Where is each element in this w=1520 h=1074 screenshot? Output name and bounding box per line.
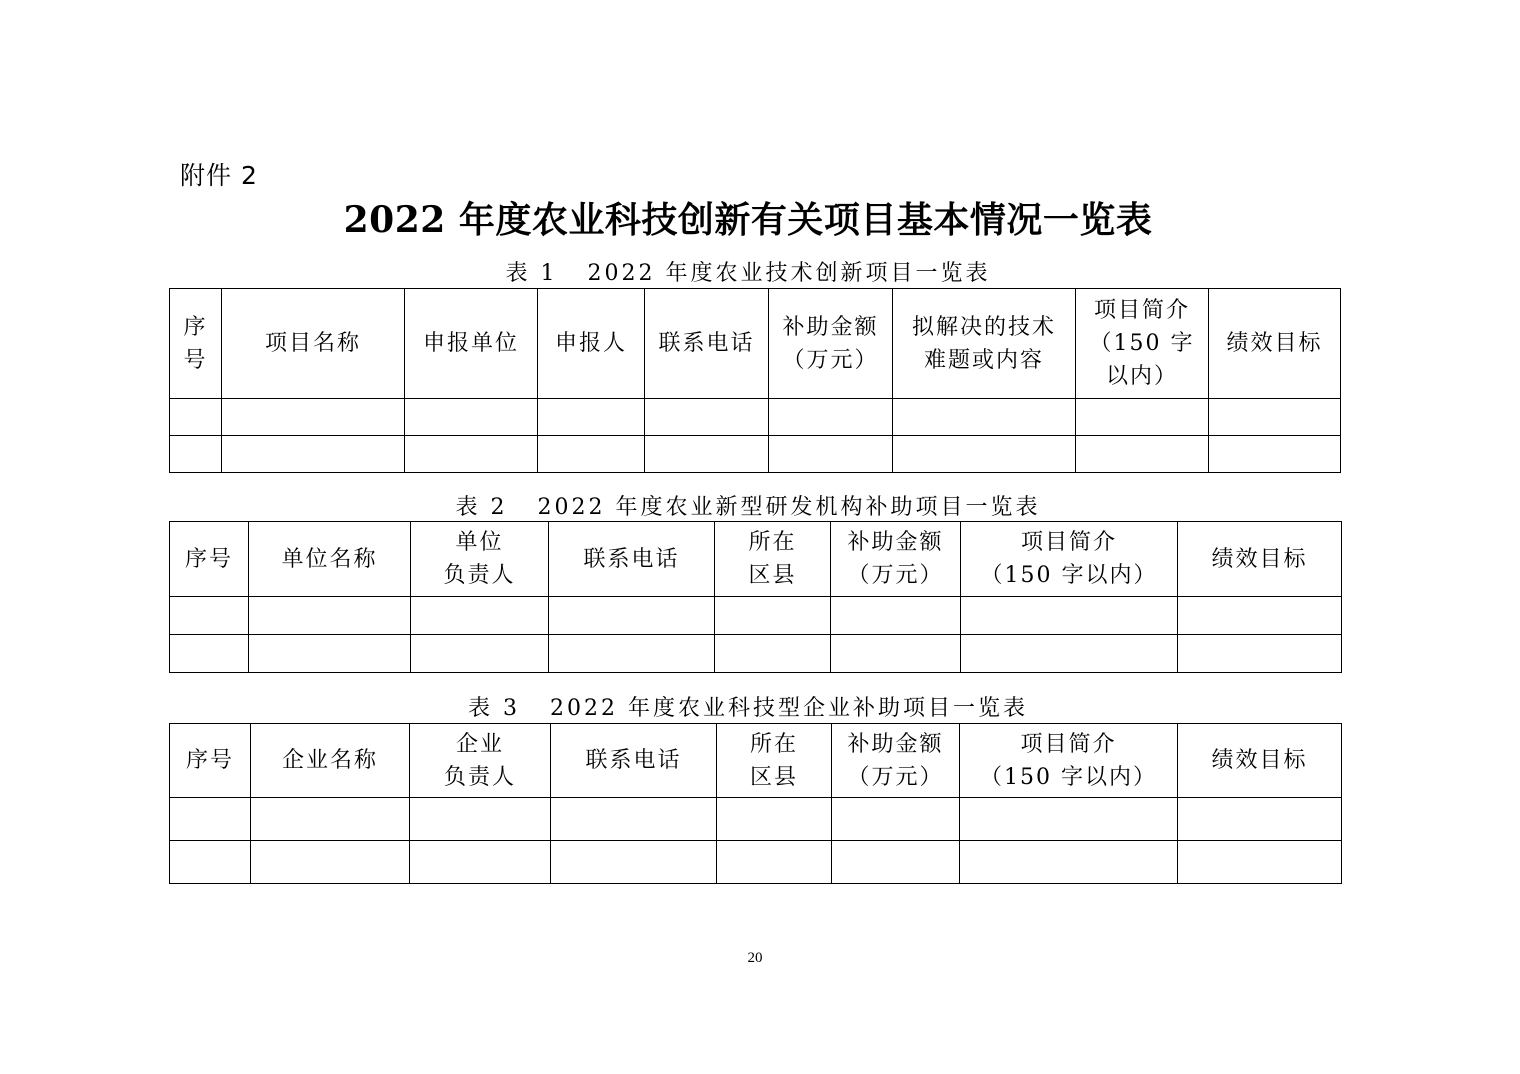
table1-header-cell: 项目名称	[222, 289, 405, 399]
attachment-label: 附件 2	[180, 161, 258, 190]
table3-header-cell: 序号	[170, 724, 251, 798]
table-cell	[717, 798, 832, 841]
table-row	[170, 635, 1342, 673]
table-cell	[170, 597, 249, 635]
table-cell	[538, 399, 645, 436]
table2	[169, 521, 1342, 673]
table2-header-cell: 序号	[170, 522, 249, 597]
table-cell	[1076, 399, 1209, 436]
table1-header-cell: 序 号	[170, 289, 222, 399]
table-row	[170, 841, 1342, 884]
table-cell	[717, 841, 832, 884]
table-cell	[405, 399, 538, 436]
table-cell	[249, 597, 411, 635]
table1-header-cell: 联系电话	[645, 289, 769, 399]
table1-header-cell: 申报单位	[405, 289, 538, 399]
table3-header-cell: 企业 负责人	[410, 724, 551, 798]
table-cell	[645, 399, 769, 436]
table2-caption: 表 2 2022 年度农业新型研发机构补助项目一览表	[455, 495, 1041, 520]
table-cell	[1076, 436, 1209, 473]
table-cell	[411, 635, 549, 673]
table-cell	[960, 841, 1178, 884]
table-cell	[832, 841, 960, 884]
table-cell	[769, 399, 893, 436]
table-row	[170, 597, 1342, 635]
table-cell	[170, 436, 222, 473]
table1-header-cell: 补助金额 （万元）	[769, 289, 893, 399]
table3-header-cell: 所在 区县	[717, 724, 832, 798]
table-cell	[251, 841, 410, 884]
table-cell	[170, 635, 249, 673]
table1-header-cell: 项目简介 （150 字 以内）	[1076, 289, 1209, 399]
table-row	[170, 399, 1341, 436]
document-title: 2022 年度农业科技创新有关项目基本情况一览表	[343, 199, 1153, 241]
table1-header-cell: 拟解决的技术 难题或内容	[893, 289, 1076, 399]
table2-header-cell: 单位 负责人	[411, 522, 549, 597]
table-cell	[249, 635, 411, 673]
table-cell	[170, 399, 222, 436]
table2-header-cell: 联系电话	[549, 522, 715, 597]
table-cell	[222, 399, 405, 436]
table3-header-cell: 企业名称	[251, 724, 410, 798]
table-cell	[1209, 399, 1341, 436]
table3-header-cell: 项目简介 （150 字以内）	[960, 724, 1178, 798]
table-cell	[645, 436, 769, 473]
table-row	[170, 436, 1341, 473]
table-cell	[411, 597, 549, 635]
table2-header-cell: 所在 区县	[715, 522, 831, 597]
table-cell	[549, 597, 715, 635]
table3-header-cell: 绩效目标	[1178, 724, 1342, 798]
table-cell	[1178, 841, 1342, 884]
table-row	[170, 798, 1342, 841]
table3-header-cell: 联系电话	[551, 724, 717, 798]
table-cell	[549, 635, 715, 673]
table-cell	[170, 798, 251, 841]
table-cell	[831, 635, 961, 673]
table-cell	[410, 798, 551, 841]
table-cell	[831, 597, 961, 635]
table3	[169, 723, 1342, 884]
page-number: 20	[747, 950, 763, 966]
table2-header-cell: 补助金额 （万元）	[831, 522, 961, 597]
table-cell	[893, 399, 1076, 436]
table1-header-cell: 申报人	[538, 289, 645, 399]
table-cell	[769, 436, 893, 473]
table-cell	[551, 798, 717, 841]
table-cell	[538, 436, 645, 473]
table3-header-row	[170, 724, 1342, 798]
table-cell	[715, 597, 831, 635]
table-cell	[1178, 798, 1342, 841]
table-cell	[1178, 635, 1342, 673]
table2-header-cell: 绩效目标	[1178, 522, 1342, 597]
table-cell	[1178, 597, 1342, 635]
table1-header-cell: 绩效目标	[1209, 289, 1341, 399]
table1-header-row	[170, 289, 1341, 399]
table1-caption: 表 1 2022 年度农业技术创新项目一览表	[505, 261, 991, 286]
table-cell	[960, 798, 1178, 841]
table-cell	[410, 841, 551, 884]
table-cell	[832, 798, 960, 841]
table-cell	[551, 841, 717, 884]
table-cell	[251, 798, 410, 841]
table2-header-cell: 项目简介 （150 字以内）	[961, 522, 1178, 597]
table-cell	[893, 436, 1076, 473]
table2-header-row	[170, 522, 1342, 597]
table-cell	[1209, 436, 1341, 473]
table3-header-cell: 补助金额 （万元）	[832, 724, 960, 798]
table-cell	[715, 635, 831, 673]
table-cell	[961, 597, 1178, 635]
table3-caption: 表 3 2022 年度农业科技型企业补助项目一览表	[468, 696, 1028, 721]
table1	[169, 288, 1341, 473]
table-cell	[405, 436, 538, 473]
table-cell	[222, 436, 405, 473]
table2-header-cell: 单位名称	[249, 522, 411, 597]
table-cell	[170, 841, 251, 884]
table-cell	[961, 635, 1178, 673]
